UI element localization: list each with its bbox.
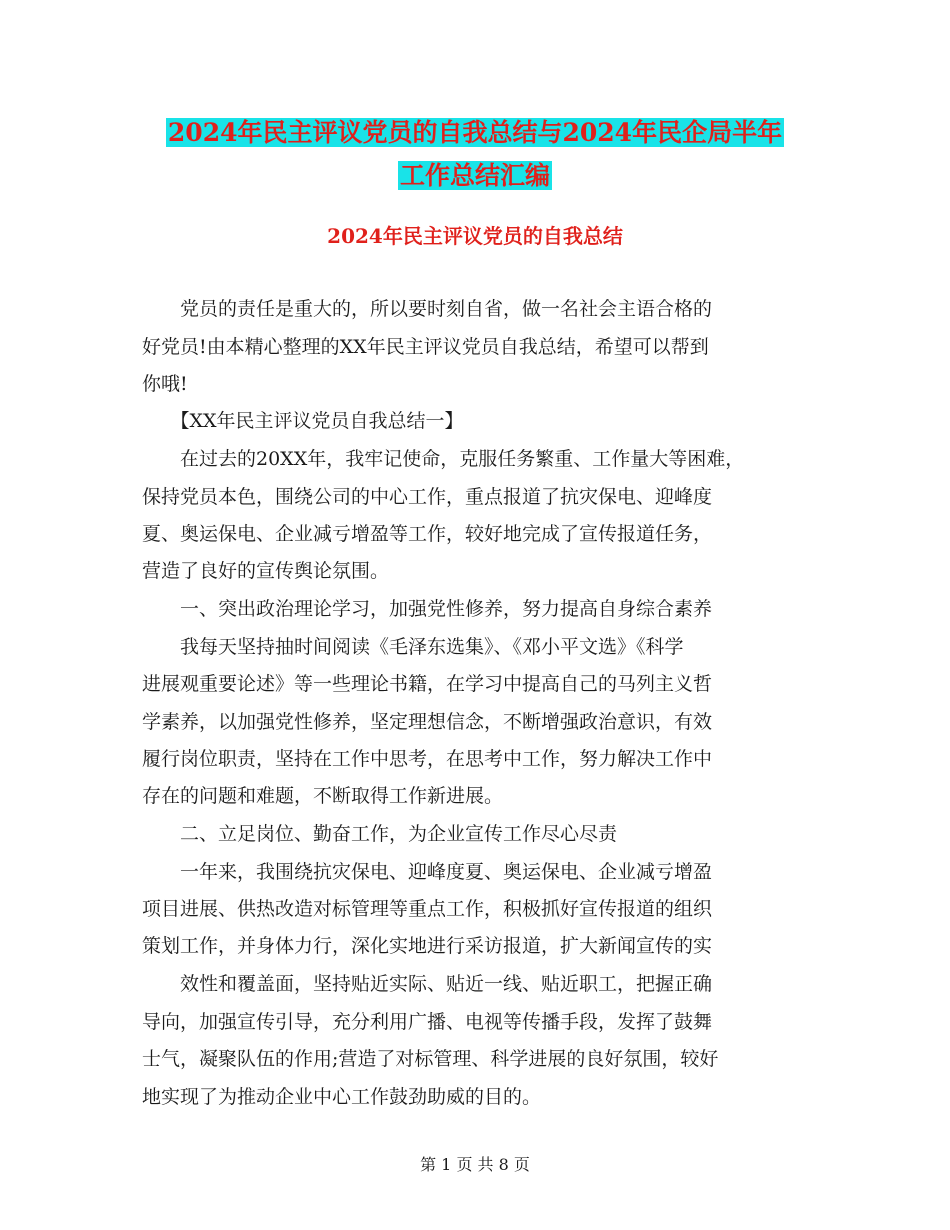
document-title-line-2 — [0, 153, 950, 199]
paragraph-line: 一年来，我围绕抗灾保电、迎峰度夏、奥运保电、企业减亏增盈 — [142, 861, 713, 883]
paragraph-line: 我每天坚持抽时间阅读《毛泽东选集》、《邓小平文选》《科学 — [142, 636, 684, 658]
page-footer: 第 1 页 共 8 页 — [420, 1155, 530, 1174]
paragraph-line: 履行岗位职责，坚持在工作中思考，在思考中工作，努力解决工作中 — [142, 748, 713, 770]
paragraph-line: 项目进展、供热改造对标管理等重点工作，积极抓好宣传报道的组织 — [142, 898, 713, 920]
title-highlight-1: 2024年民主评议党员的自我总结与2024年民企局半年 — [167, 118, 783, 147]
section-heading-line: 【XX年民主评议党员自我总结一】 — [142, 410, 464, 432]
paragraph-line: 策划工作，并身体力行，深化实地进行采访报道，扩大新闻宣传的实 — [142, 935, 713, 957]
paragraph-line: 营造了良好的宣传舆论氛围。 — [142, 560, 390, 582]
paragraph-line: 你哦! — [142, 373, 188, 395]
paragraph-line: 效性和覆盖面，坚持贴近实际、贴近一线、贴近职工，把握正确 — [142, 973, 713, 995]
paragraph-line: 保持党员本色，围绕公司的中心工作，重点报道了抗灾保电、迎峰度 — [142, 486, 713, 508]
paragraph-line: 党员的责任是重大的，所以要时刻自省，做一名社会主语合格的 — [142, 298, 713, 320]
section-heading-line: 二、立足岗位、勤奋工作，为企业宣传工作尽心尽责 — [142, 823, 618, 845]
paragraph-line: 在过去的20XX年，我牢记使命，克服任务繁重、工作量大等困难， — [142, 448, 745, 470]
paragraph-line: 学素养，以加强党性修养，坚定理想信念，不断增强政治意识，有效 — [142, 711, 713, 733]
title-highlight-2: 工作总结汇编 — [399, 161, 550, 190]
paragraph-line: 进展观重要论述》等一些理论书籍，在学习中提高自己的马列主义哲 — [142, 673, 713, 695]
paragraph-line: 存在的问题和难题，不断取得工作新进展。 — [142, 785, 504, 807]
paragraph-line: 地实现了为推动企业中心工作鼓劲助威的目的。 — [142, 1086, 542, 1108]
paragraph-line: 导向，加强宣传引导，充分利用广播、电视等传播手段，发挥了鼓舞 — [142, 1011, 713, 1033]
section-title: 2024年民主评议党员的自我总结 — [327, 224, 623, 248]
document-title-line-1 — [0, 110, 950, 156]
section-heading-line: 一、突出政治理论学习，加强党性修养，努力提高自身综合素养 — [142, 598, 713, 620]
paragraph-line: 好党员!由本精心整理的XX年民主评议党员自我总结，希望可以帮到 — [142, 336, 709, 358]
paragraph-line: 夏、奥运保电、企业减亏增盈等工作，较好地完成了宣传报道任务， — [142, 523, 713, 545]
paragraph-line: 士气，凝聚队伍的作用;营造了对标管理、科学进展的良好氛围，较好 — [142, 1048, 719, 1070]
